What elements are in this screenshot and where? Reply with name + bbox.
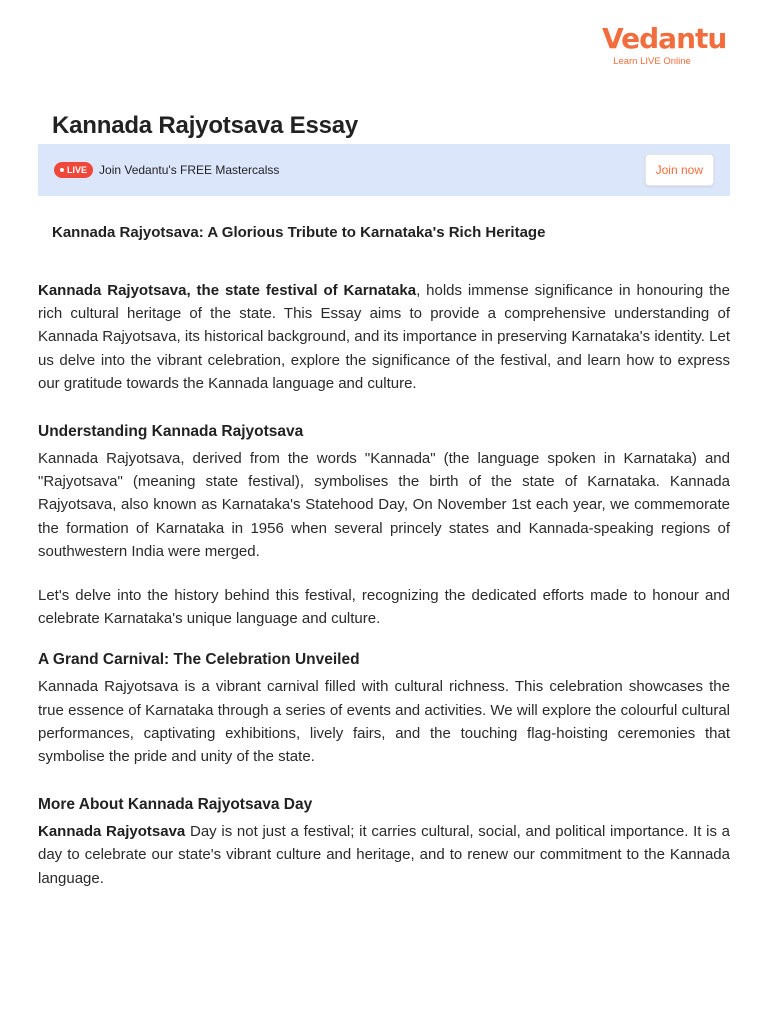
section-heading: More About Kannada Rajyotsava Day: [38, 796, 313, 814]
section-lead: Kannada Rajyotsava: [38, 823, 186, 841]
section-paragraph: Kannada Rajyotsava, derived from the words "Kannada" (the language spoken in Karnataka) and "Rajyotsava" (meaning state festival), symbolises the birth of the state of Karnataka. Kannada Rajyotsava, also known as Karnataka's Statehood Day, On November 1st each year, we commemorate the formation of Karnataka in 1956 when several princely states and Kannada-speaking regions of southwestern India were merged.: [38, 450, 730, 560]
section-text: Day is not just a festival; it carries cultural, social, and political importance. It is a day to celebrate our state's vibrant culture and heritage, and to renew our commitment to the Kannada language.: [38, 823, 730, 887]
section-paragraph: Kannada Rajyotsava is a vibrant carnival filled with cultural richness. This celebration showcases the true essence of Karnataka through a series of events and activities. We will explore the colourful cultural performances, captivating exhibitions, lively fairs, and the touching flag-hoisting ceremonies that symbolise the pride and unity of the state.: [38, 678, 730, 766]
essay-body: [38, 279, 730, 890]
live-badge: [54, 162, 93, 178]
logo-wordmark: Vedantu: [602, 22, 727, 55]
live-badge-label: LIVE: [67, 165, 88, 175]
intro-text: , holds immense significance in honouring the rich cultural heritage of the state. This Essay aims to provide a comprehensive understanding of Kannada Rajyotsava, its historical background, and its importance in preserving Karnataka's identity. Let us delve into the vibrant celebration, explore the significance of the festival, and learn how to express our gratitude towards the Kannada language and culture.: [38, 282, 730, 392]
essay-subtitle: Kannada Rajyotsava: A Glorious Tribute to Karnataka's Rich Heritage: [52, 224, 546, 241]
banner-text: Join Vedantu's FREE Mastercalss: [99, 163, 280, 177]
vedantu-logo[interactable]: [602, 22, 727, 67]
section-paragraph: Let's delve into the history behind this festival, recognizing the dedicated efforts made to honour and celebrate Karnataka's unique language and culture.: [38, 587, 730, 628]
section-paragraph: [38, 820, 730, 890]
intro-paragraph: [38, 279, 730, 395]
join-now-button[interactable]: Join now: [645, 154, 714, 186]
section-heading: Understanding Kannada Rajyotsava: [38, 423, 304, 441]
logo-tagline: Learn LIVE Online: [613, 56, 691, 67]
live-dot-icon: [60, 168, 64, 172]
section-heading: A Grand Carnival: The Celebration Unveiled: [38, 651, 360, 669]
page-title: Kannada Rajyotsava Essay: [52, 112, 359, 139]
intro-lead: Kannada Rajyotsava, the state festival of Karnataka: [38, 282, 417, 299]
masterclass-banner: [38, 144, 730, 196]
